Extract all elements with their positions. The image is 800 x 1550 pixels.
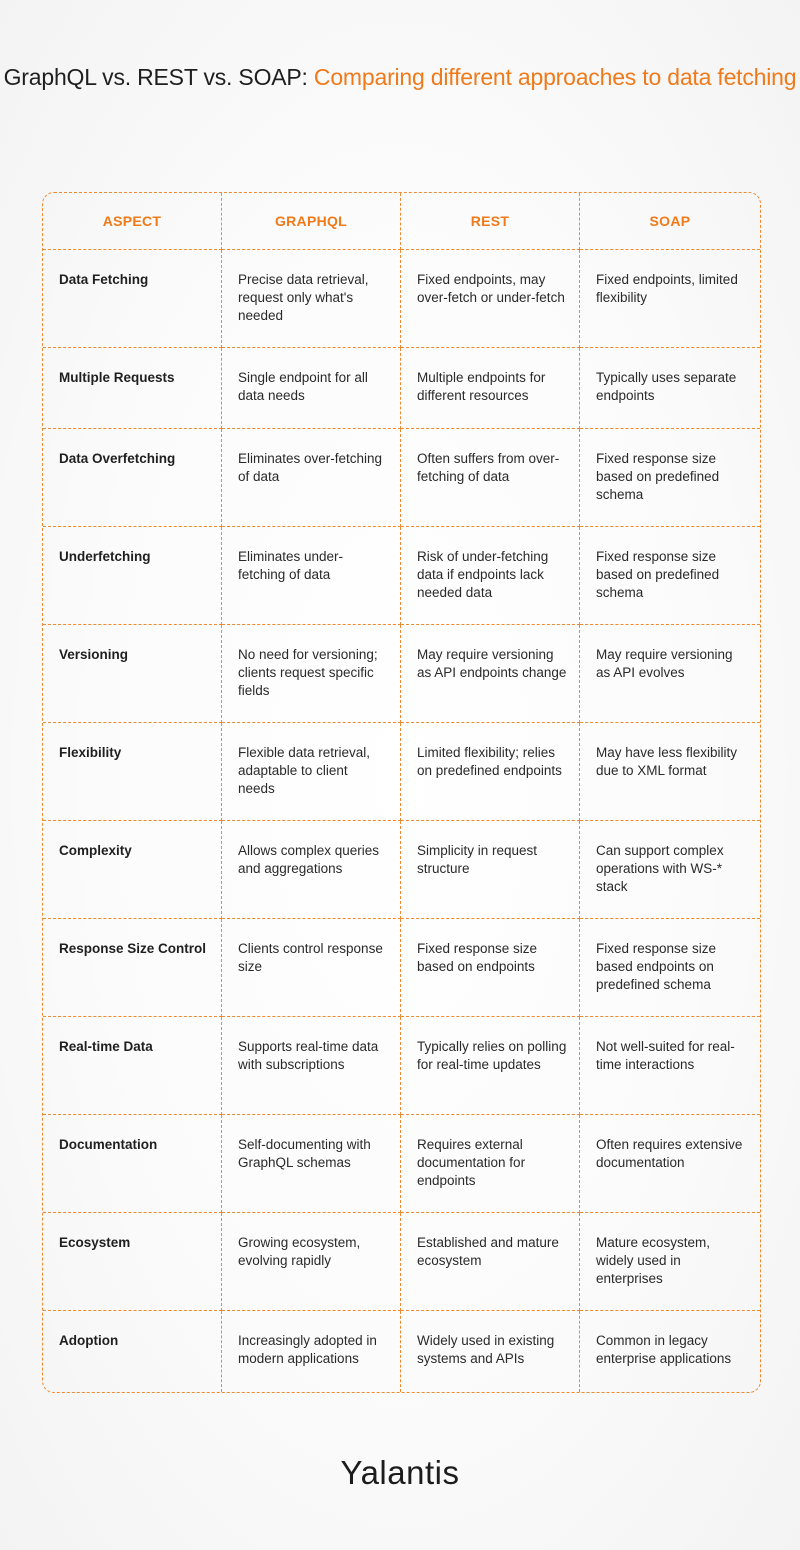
- graphql-cell: Self-documenting with GraphQL schemas: [222, 1115, 401, 1213]
- aspect-cell: Ecosystem: [43, 1213, 222, 1311]
- table-body: [43, 250, 760, 1392]
- table-row: [43, 723, 760, 821]
- table-row: [43, 1115, 760, 1213]
- rest-cell: Multiple endpoints for different resources: [401, 348, 580, 429]
- aspect-cell: Data Fetching: [43, 250, 222, 348]
- soap-cell: Mature ecosystem, widely used in enterprises: [580, 1213, 760, 1311]
- title-part-dark: GraphQL vs. REST vs. SOAP:: [3, 64, 314, 90]
- graphql-cell: Clients control response size: [222, 919, 401, 1017]
- rest-cell: Limited flexibility; relies on predefined endpoints: [401, 723, 580, 821]
- soap-cell: Fixed response size based on predefined schema: [580, 527, 760, 625]
- table-row: [43, 625, 760, 723]
- rest-cell: Requires external documentation for endpoints: [401, 1115, 580, 1213]
- graphql-cell: Allows complex queries and aggregations: [222, 821, 401, 919]
- table-row: [43, 527, 760, 625]
- rest-cell: May require versioning as API endpoints change: [401, 625, 580, 723]
- aspect-cell: Multiple Requests: [43, 348, 222, 429]
- rest-cell: Fixed endpoints, may over-fetch or under-fetch: [401, 250, 580, 348]
- soap-cell: Not well-suited for real-time interactions: [580, 1017, 760, 1115]
- aspect-cell: Underfetching: [43, 527, 222, 625]
- graphql-cell: No need for versioning; clients request specific fields: [222, 625, 401, 723]
- soap-cell: Fixed response size based endpoints on predefined schema: [580, 919, 760, 1017]
- aspect-cell: Response Size Control: [43, 919, 222, 1017]
- aspect-cell: Documentation: [43, 1115, 222, 1213]
- comparison-table: [42, 192, 761, 1393]
- graphql-cell: Increasingly adopted in modern applications: [222, 1311, 401, 1392]
- table-row: [43, 821, 760, 919]
- table-row: [43, 1213, 760, 1311]
- graphql-cell: Growing ecosystem, evolving rapidly: [222, 1213, 401, 1311]
- graphql-cell: Precise data retrieval, request only what's needed: [222, 250, 401, 348]
- header-soap: SOAP: [580, 193, 760, 250]
- rest-cell: Simplicity in request structure: [401, 821, 580, 919]
- table-row: [43, 250, 760, 348]
- page-title: [0, 62, 800, 93]
- yalantis-logo: Yalantis: [340, 1454, 460, 1491]
- aspect-cell: Flexibility: [43, 723, 222, 821]
- rest-cell: Typically relies on polling for real-time updates: [401, 1017, 580, 1115]
- graphql-cell: Single endpoint for all data needs: [222, 348, 401, 429]
- soap-cell: Fixed response size based on predefined schema: [580, 429, 760, 527]
- header-rest: REST: [401, 193, 580, 250]
- rest-cell: Fixed response size based on endpoints: [401, 919, 580, 1017]
- soap-cell: Can support complex operations with WS-* stack: [580, 821, 760, 919]
- rest-cell: Established and mature ecosystem: [401, 1213, 580, 1311]
- aspect-cell: Adoption: [43, 1311, 222, 1392]
- rest-cell: Often suffers from over-fetching of data: [401, 429, 580, 527]
- graphql-cell: Supports real-time data with subscriptions: [222, 1017, 401, 1115]
- soap-cell: Often requires extensive documentation: [580, 1115, 760, 1213]
- rest-cell: Risk of under-fetching data if endpoints lack needed data: [401, 527, 580, 625]
- soap-cell: Common in legacy enterprise applications: [596, 1333, 732, 1366]
- table-row: [43, 919, 760, 1017]
- graphql-cell: Flexible data retrieval, adaptable to client needs: [222, 723, 401, 821]
- table-row: [43, 348, 760, 429]
- title-part-accent: Comparing different approaches to data fetching: [313, 64, 797, 90]
- header-row: [43, 193, 760, 250]
- graphql-cell: Eliminates over-fetching of data: [222, 429, 401, 527]
- soap-cell: Typically uses separate endpoints: [580, 348, 760, 429]
- header-aspect: ASPECT: [43, 193, 222, 250]
- soap-cell: Fixed endpoints, limited flexibility: [580, 250, 760, 348]
- aspect-cell: Complexity: [43, 821, 222, 919]
- aspect-cell: Versioning: [43, 625, 222, 723]
- graphql-cell: Eliminates under-fetching of data: [222, 527, 401, 625]
- table-header: [43, 193, 760, 250]
- header-graphql: GRAPHQL: [222, 193, 401, 250]
- table-row: [43, 1017, 760, 1115]
- aspect-cell: Real-time Data: [43, 1017, 222, 1115]
- table-row: [43, 1311, 760, 1392]
- aspect-cell: Data Overfetching: [43, 429, 222, 527]
- soap-cell: May require versioning as API evolves: [580, 625, 760, 723]
- rest-cell: Widely used in existing systems and APIs: [401, 1311, 580, 1392]
- table-row: [43, 429, 760, 527]
- soap-cell: May have less flexibility due to XML format: [580, 723, 760, 821]
